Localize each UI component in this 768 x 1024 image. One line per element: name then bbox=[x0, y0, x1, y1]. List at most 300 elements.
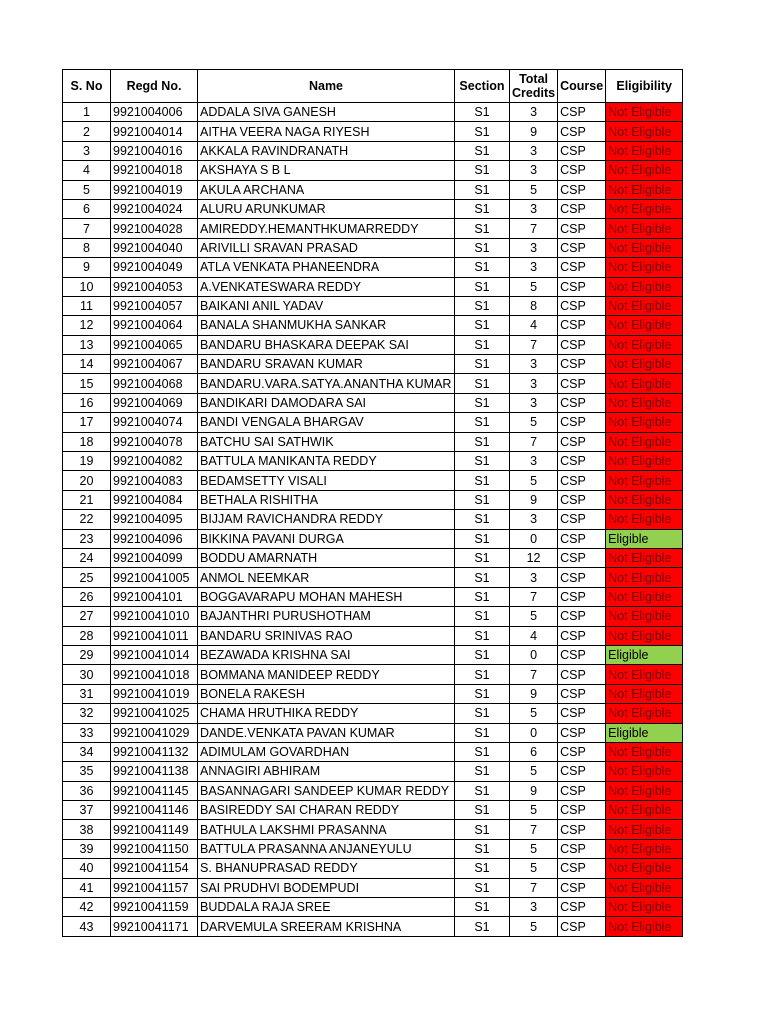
cell-total-credits: 3 bbox=[510, 103, 558, 122]
cell-name: BANALA SHANMUKHA SANKAR bbox=[198, 316, 455, 335]
cell-eligibility: Not Eligible bbox=[606, 258, 683, 277]
cell-course: CSP bbox=[558, 839, 606, 858]
cell-regd-no: 99210041010 bbox=[111, 607, 198, 626]
cell-eligibility: Not Eligible bbox=[606, 180, 683, 199]
cell-total-credits: 5 bbox=[510, 762, 558, 781]
cell-eligibility: Not Eligible bbox=[606, 199, 683, 218]
cell-sno: 25 bbox=[63, 568, 111, 587]
cell-sno: 14 bbox=[63, 355, 111, 374]
cell-eligibility: Not Eligible bbox=[606, 548, 683, 567]
cell-regd-no: 9921004069 bbox=[111, 393, 198, 412]
cell-total-credits: 7 bbox=[510, 432, 558, 451]
table-row bbox=[63, 296, 683, 315]
cell-name: ANNAGIRI ABHIRAM bbox=[198, 762, 455, 781]
cell-sno: 29 bbox=[63, 645, 111, 664]
cell-total-credits: 5 bbox=[510, 801, 558, 820]
cell-eligibility: Not Eligible bbox=[606, 277, 683, 296]
table-row bbox=[63, 587, 683, 606]
cell-total-credits: 4 bbox=[510, 316, 558, 335]
cell-eligibility: Not Eligible bbox=[606, 704, 683, 723]
cell-section: S1 bbox=[455, 355, 510, 374]
cell-sno: 20 bbox=[63, 471, 111, 490]
cell-name: ARIVILLI SRAVAN PRASAD bbox=[198, 238, 455, 257]
cell-sno: 16 bbox=[63, 393, 111, 412]
cell-name: ADIMULAM GOVARDHAN bbox=[198, 742, 455, 761]
cell-course: CSP bbox=[558, 296, 606, 315]
cell-total-credits: 3 bbox=[510, 258, 558, 277]
cell-name: AITHA VEERA NAGA RIYESH bbox=[198, 122, 455, 141]
cell-sno: 17 bbox=[63, 413, 111, 432]
cell-course: CSP bbox=[558, 626, 606, 645]
eligibility-table bbox=[62, 69, 683, 937]
cell-section: S1 bbox=[455, 393, 510, 412]
cell-course: CSP bbox=[558, 529, 606, 548]
cell-total-credits: 4 bbox=[510, 626, 558, 645]
cell-total-credits: 5 bbox=[510, 413, 558, 432]
cell-name: AKULA ARCHANA bbox=[198, 180, 455, 199]
cell-eligibility: Not Eligible bbox=[606, 878, 683, 897]
cell-total-credits: 3 bbox=[510, 199, 558, 218]
cell-course: CSP bbox=[558, 335, 606, 354]
table-row bbox=[63, 645, 683, 664]
cell-name: BUDDALA RAJA SREE bbox=[198, 898, 455, 917]
cell-section: S1 bbox=[455, 296, 510, 315]
cell-eligibility: Not Eligible bbox=[606, 316, 683, 335]
header-name: Name bbox=[198, 70, 455, 103]
cell-sno: 34 bbox=[63, 742, 111, 761]
cell-eligibility: Not Eligible bbox=[606, 859, 683, 878]
cell-total-credits: 3 bbox=[510, 898, 558, 917]
cell-name: AMIREDDY.HEMANTHKUMARREDDY bbox=[198, 219, 455, 238]
cell-sno: 21 bbox=[63, 490, 111, 509]
cell-total-credits: 7 bbox=[510, 335, 558, 354]
cell-course: CSP bbox=[558, 122, 606, 141]
cell-name: BANDIKARI DAMODARA SAI bbox=[198, 393, 455, 412]
cell-name: SAI PRUDHVI BODEMPUDI bbox=[198, 878, 455, 897]
cell-eligibility: Not Eligible bbox=[606, 374, 683, 393]
header-section: Section bbox=[455, 70, 510, 103]
table-row bbox=[63, 723, 683, 742]
cell-section: S1 bbox=[455, 645, 510, 664]
table-row bbox=[63, 878, 683, 897]
cell-course: CSP bbox=[558, 490, 606, 509]
cell-regd-no: 9921004053 bbox=[111, 277, 198, 296]
cell-total-credits: 7 bbox=[510, 665, 558, 684]
cell-total-credits: 3 bbox=[510, 355, 558, 374]
cell-regd-no: 99210041145 bbox=[111, 781, 198, 800]
cell-section: S1 bbox=[455, 316, 510, 335]
cell-name: BIKKINA PAVANI DURGA bbox=[198, 529, 455, 548]
cell-course: CSP bbox=[558, 801, 606, 820]
cell-eligibility: Not Eligible bbox=[606, 917, 683, 936]
cell-eligibility: Not Eligible bbox=[606, 161, 683, 180]
cell-regd-no: 99210041025 bbox=[111, 704, 198, 723]
cell-course: CSP bbox=[558, 374, 606, 393]
table-row bbox=[63, 529, 683, 548]
cell-name: BANDARU.VARA.SATYA.ANANTHA KUMAR bbox=[198, 374, 455, 393]
cell-name: BEZAWADA KRISHNA SAI bbox=[198, 645, 455, 664]
cell-total-credits: 3 bbox=[510, 141, 558, 160]
cell-sno: 2 bbox=[63, 122, 111, 141]
cell-section: S1 bbox=[455, 607, 510, 626]
cell-sno: 28 bbox=[63, 626, 111, 645]
cell-regd-no: 9921004049 bbox=[111, 258, 198, 277]
cell-eligibility: Not Eligible bbox=[606, 742, 683, 761]
cell-section: S1 bbox=[455, 742, 510, 761]
cell-eligibility: Not Eligible bbox=[606, 820, 683, 839]
header-regd-no: Regd No. bbox=[111, 70, 198, 103]
table-row bbox=[63, 180, 683, 199]
cell-total-credits: 3 bbox=[510, 161, 558, 180]
cell-regd-no: 99210041011 bbox=[111, 626, 198, 645]
cell-regd-no: 9921004084 bbox=[111, 490, 198, 509]
cell-regd-no: 99210041018 bbox=[111, 665, 198, 684]
table-row bbox=[63, 568, 683, 587]
cell-regd-no: 9921004040 bbox=[111, 238, 198, 257]
cell-course: CSP bbox=[558, 103, 606, 122]
cell-name: BANDARU BHASKARA DEEPAK SAI bbox=[198, 335, 455, 354]
table-row bbox=[63, 762, 683, 781]
cell-sno: 8 bbox=[63, 238, 111, 257]
cell-eligibility: Not Eligible bbox=[606, 122, 683, 141]
header-sno: S. No bbox=[63, 70, 111, 103]
cell-regd-no: 9921004068 bbox=[111, 374, 198, 393]
cell-section: S1 bbox=[455, 238, 510, 257]
cell-eligibility: Not Eligible bbox=[606, 335, 683, 354]
cell-section: S1 bbox=[455, 335, 510, 354]
cell-eligibility: Not Eligible bbox=[606, 568, 683, 587]
cell-name: CHAMA HRUTHIKA REDDY bbox=[198, 704, 455, 723]
cell-name: ATLA VENKATA PHANEENDRA bbox=[198, 258, 455, 277]
cell-section: S1 bbox=[455, 471, 510, 490]
table-row bbox=[63, 413, 683, 432]
table-row bbox=[63, 859, 683, 878]
cell-section: S1 bbox=[455, 199, 510, 218]
cell-course: CSP bbox=[558, 510, 606, 529]
cell-total-credits: 5 bbox=[510, 277, 558, 296]
cell-section: S1 bbox=[455, 258, 510, 277]
cell-name: BETHALA RISHITHA bbox=[198, 490, 455, 509]
cell-sno: 37 bbox=[63, 801, 111, 820]
cell-regd-no: 9921004057 bbox=[111, 296, 198, 315]
cell-sno: 15 bbox=[63, 374, 111, 393]
cell-section: S1 bbox=[455, 432, 510, 451]
cell-course: CSP bbox=[558, 762, 606, 781]
cell-course: CSP bbox=[558, 199, 606, 218]
cell-name: BANDARU SRINIVAS RAO bbox=[198, 626, 455, 645]
table-row bbox=[63, 801, 683, 820]
cell-course: CSP bbox=[558, 141, 606, 160]
cell-section: S1 bbox=[455, 510, 510, 529]
cell-regd-no: 9921004019 bbox=[111, 180, 198, 199]
cell-regd-no: 99210041146 bbox=[111, 801, 198, 820]
cell-name: BASIREDDY SAI CHARAN REDDY bbox=[198, 801, 455, 820]
cell-total-credits: 9 bbox=[510, 490, 558, 509]
cell-regd-no: 99210041149 bbox=[111, 820, 198, 839]
table-row bbox=[63, 238, 683, 257]
cell-section: S1 bbox=[455, 839, 510, 858]
cell-section: S1 bbox=[455, 529, 510, 548]
cell-name: BATTULA PRASANNA ANJANEYULU bbox=[198, 839, 455, 858]
cell-course: CSP bbox=[558, 607, 606, 626]
cell-name: BEDAMSETTY VISALI bbox=[198, 471, 455, 490]
cell-total-credits: 3 bbox=[510, 510, 558, 529]
cell-course: CSP bbox=[558, 161, 606, 180]
cell-sno: 10 bbox=[63, 277, 111, 296]
cell-course: CSP bbox=[558, 917, 606, 936]
table-row bbox=[63, 316, 683, 335]
cell-name: A.VENKATESWARA REDDY bbox=[198, 277, 455, 296]
cell-course: CSP bbox=[558, 665, 606, 684]
cell-name: BAJANTHRI PURUSHOTHAM bbox=[198, 607, 455, 626]
cell-eligibility: Not Eligible bbox=[606, 393, 683, 412]
cell-total-credits: 7 bbox=[510, 878, 558, 897]
cell-section: S1 bbox=[455, 859, 510, 878]
cell-name: BONELA RAKESH bbox=[198, 684, 455, 703]
cell-total-credits: 5 bbox=[510, 607, 558, 626]
cell-total-credits: 9 bbox=[510, 684, 558, 703]
cell-name: BOGGAVARAPU MOHAN MAHESH bbox=[198, 587, 455, 606]
cell-sno: 23 bbox=[63, 529, 111, 548]
cell-eligibility: Not Eligible bbox=[606, 141, 683, 160]
cell-regd-no: 99210041150 bbox=[111, 839, 198, 858]
table-row bbox=[63, 374, 683, 393]
cell-eligibility: Eligible bbox=[606, 645, 683, 664]
cell-section: S1 bbox=[455, 723, 510, 742]
cell-total-credits: 0 bbox=[510, 645, 558, 664]
cell-name: BATHULA LAKSHMI PRASANNA bbox=[198, 820, 455, 839]
cell-total-credits: 7 bbox=[510, 587, 558, 606]
cell-name: AKKALA RAVINDRANATH bbox=[198, 141, 455, 160]
cell-total-credits: 7 bbox=[510, 820, 558, 839]
table-row bbox=[63, 277, 683, 296]
cell-total-credits: 3 bbox=[510, 568, 558, 587]
cell-eligibility: Not Eligible bbox=[606, 490, 683, 509]
cell-sno: 11 bbox=[63, 296, 111, 315]
cell-sno: 32 bbox=[63, 704, 111, 723]
cell-course: CSP bbox=[558, 219, 606, 238]
cell-course: CSP bbox=[558, 355, 606, 374]
cell-regd-no: 9921004074 bbox=[111, 413, 198, 432]
cell-eligibility: Not Eligible bbox=[606, 471, 683, 490]
table-row bbox=[63, 898, 683, 917]
cell-section: S1 bbox=[455, 704, 510, 723]
cell-sno: 7 bbox=[63, 219, 111, 238]
cell-regd-no: 99210041029 bbox=[111, 723, 198, 742]
cell-name: BODDU AMARNATH bbox=[198, 548, 455, 567]
cell-section: S1 bbox=[455, 781, 510, 800]
cell-regd-no: 9921004016 bbox=[111, 141, 198, 160]
table-row bbox=[63, 490, 683, 509]
cell-eligibility: Not Eligible bbox=[606, 296, 683, 315]
cell-regd-no: 99210041014 bbox=[111, 645, 198, 664]
table-row bbox=[63, 471, 683, 490]
cell-section: S1 bbox=[455, 665, 510, 684]
cell-total-credits: 7 bbox=[510, 219, 558, 238]
cell-eligibility: Not Eligible bbox=[606, 684, 683, 703]
cell-regd-no: 99210041157 bbox=[111, 878, 198, 897]
cell-total-credits: 5 bbox=[510, 839, 558, 858]
cell-total-credits: 3 bbox=[510, 238, 558, 257]
cell-eligibility: Not Eligible bbox=[606, 413, 683, 432]
cell-course: CSP bbox=[558, 258, 606, 277]
cell-section: S1 bbox=[455, 568, 510, 587]
table-row bbox=[63, 704, 683, 723]
header-eligibility: Eligibility bbox=[606, 70, 683, 103]
cell-total-credits: 9 bbox=[510, 122, 558, 141]
table-row bbox=[63, 665, 683, 684]
cell-course: CSP bbox=[558, 238, 606, 257]
cell-name: DANDE.VENKATA PAVAN KUMAR bbox=[198, 723, 455, 742]
cell-eligibility: Not Eligible bbox=[606, 355, 683, 374]
cell-course: CSP bbox=[558, 723, 606, 742]
cell-regd-no: 99210041019 bbox=[111, 684, 198, 703]
cell-section: S1 bbox=[455, 180, 510, 199]
table-row bbox=[63, 548, 683, 567]
cell-regd-no: 9921004078 bbox=[111, 432, 198, 451]
table-row bbox=[63, 355, 683, 374]
cell-section: S1 bbox=[455, 141, 510, 160]
cell-course: CSP bbox=[558, 898, 606, 917]
table-row bbox=[63, 742, 683, 761]
cell-eligibility: Not Eligible bbox=[606, 665, 683, 684]
cell-eligibility: Not Eligible bbox=[606, 587, 683, 606]
cell-sno: 1 bbox=[63, 103, 111, 122]
cell-section: S1 bbox=[455, 898, 510, 917]
table-row bbox=[63, 432, 683, 451]
cell-section: S1 bbox=[455, 490, 510, 509]
cell-total-credits: 0 bbox=[510, 529, 558, 548]
cell-course: CSP bbox=[558, 684, 606, 703]
cell-regd-no: 99210041171 bbox=[111, 917, 198, 936]
cell-section: S1 bbox=[455, 452, 510, 471]
cell-sno: 35 bbox=[63, 762, 111, 781]
cell-section: S1 bbox=[455, 413, 510, 432]
cell-section: S1 bbox=[455, 587, 510, 606]
cell-name: BASANNAGARI SANDEEP KUMAR REDDY bbox=[198, 781, 455, 800]
cell-regd-no: 9921004099 bbox=[111, 548, 198, 567]
cell-total-credits: 12 bbox=[510, 548, 558, 567]
table-row bbox=[63, 781, 683, 800]
cell-course: CSP bbox=[558, 859, 606, 878]
header-row bbox=[63, 70, 683, 103]
cell-sno: 12 bbox=[63, 316, 111, 335]
cell-regd-no: 99210041005 bbox=[111, 568, 198, 587]
cell-course: CSP bbox=[558, 781, 606, 800]
cell-regd-no: 99210041132 bbox=[111, 742, 198, 761]
cell-section: S1 bbox=[455, 878, 510, 897]
cell-sno: 24 bbox=[63, 548, 111, 567]
cell-section: S1 bbox=[455, 161, 510, 180]
cell-sno: 39 bbox=[63, 839, 111, 858]
cell-sno: 19 bbox=[63, 452, 111, 471]
cell-regd-no: 9921004006 bbox=[111, 103, 198, 122]
cell-course: CSP bbox=[558, 452, 606, 471]
cell-section: S1 bbox=[455, 801, 510, 820]
cell-regd-no: 9921004028 bbox=[111, 219, 198, 238]
cell-course: CSP bbox=[558, 820, 606, 839]
cell-regd-no: 99210041154 bbox=[111, 859, 198, 878]
cell-sno: 4 bbox=[63, 161, 111, 180]
cell-total-credits: 5 bbox=[510, 180, 558, 199]
table-row bbox=[63, 917, 683, 936]
header-total-credits-line1: Total bbox=[519, 72, 548, 86]
cell-eligibility: Not Eligible bbox=[606, 607, 683, 626]
cell-sno: 27 bbox=[63, 607, 111, 626]
cell-eligibility: Not Eligible bbox=[606, 510, 683, 529]
cell-total-credits: 3 bbox=[510, 393, 558, 412]
cell-total-credits: 5 bbox=[510, 471, 558, 490]
cell-sno: 31 bbox=[63, 684, 111, 703]
cell-section: S1 bbox=[455, 277, 510, 296]
cell-eligibility: Not Eligible bbox=[606, 839, 683, 858]
cell-eligibility: Not Eligible bbox=[606, 432, 683, 451]
table-row bbox=[63, 626, 683, 645]
cell-course: CSP bbox=[558, 587, 606, 606]
cell-name: ADDALA SIVA GANESH bbox=[198, 103, 455, 122]
cell-course: CSP bbox=[558, 413, 606, 432]
cell-regd-no: 9921004065 bbox=[111, 335, 198, 354]
cell-name: ALURU ARUNKUMAR bbox=[198, 199, 455, 218]
cell-course: CSP bbox=[558, 393, 606, 412]
cell-regd-no: 9921004083 bbox=[111, 471, 198, 490]
cell-eligibility: Eligible bbox=[606, 529, 683, 548]
header-course: Course bbox=[558, 70, 606, 103]
cell-eligibility: Not Eligible bbox=[606, 452, 683, 471]
cell-section: S1 bbox=[455, 917, 510, 936]
cell-regd-no: 99210041138 bbox=[111, 762, 198, 781]
header-total-credits bbox=[510, 70, 558, 103]
header-total-credits-line2: Credits bbox=[512, 86, 556, 100]
cell-total-credits: 8 bbox=[510, 296, 558, 315]
cell-sno: 33 bbox=[63, 723, 111, 742]
cell-sno: 26 bbox=[63, 587, 111, 606]
table-row bbox=[63, 607, 683, 626]
cell-course: CSP bbox=[558, 704, 606, 723]
table-row bbox=[63, 199, 683, 218]
cell-total-credits: 5 bbox=[510, 917, 558, 936]
cell-sno: 18 bbox=[63, 432, 111, 451]
cell-regd-no: 9921004082 bbox=[111, 452, 198, 471]
table-row bbox=[63, 219, 683, 238]
cell-total-credits: 5 bbox=[510, 704, 558, 723]
cell-name: ANMOL NEEMKAR bbox=[198, 568, 455, 587]
cell-sno: 6 bbox=[63, 199, 111, 218]
cell-sno: 41 bbox=[63, 878, 111, 897]
cell-course: CSP bbox=[558, 471, 606, 490]
cell-sno: 22 bbox=[63, 510, 111, 529]
cell-regd-no: 99210041159 bbox=[111, 898, 198, 917]
cell-sno: 38 bbox=[63, 820, 111, 839]
cell-name: AKSHAYA S B L bbox=[198, 161, 455, 180]
cell-name: BIJJAM RAVICHANDRA REDDY bbox=[198, 510, 455, 529]
cell-sno: 3 bbox=[63, 141, 111, 160]
cell-course: CSP bbox=[558, 432, 606, 451]
cell-regd-no: 9921004096 bbox=[111, 529, 198, 548]
cell-sno: 36 bbox=[63, 781, 111, 800]
table-body bbox=[63, 103, 683, 937]
cell-regd-no: 9921004014 bbox=[111, 122, 198, 141]
cell-name: BANDI VENGALA BHARGAV bbox=[198, 413, 455, 432]
cell-sno: 9 bbox=[63, 258, 111, 277]
cell-course: CSP bbox=[558, 548, 606, 567]
cell-name: BAIKANI ANIL YADAV bbox=[198, 296, 455, 315]
cell-regd-no: 9921004101 bbox=[111, 587, 198, 606]
table-row bbox=[63, 141, 683, 160]
cell-section: S1 bbox=[455, 219, 510, 238]
cell-section: S1 bbox=[455, 626, 510, 645]
cell-course: CSP bbox=[558, 878, 606, 897]
